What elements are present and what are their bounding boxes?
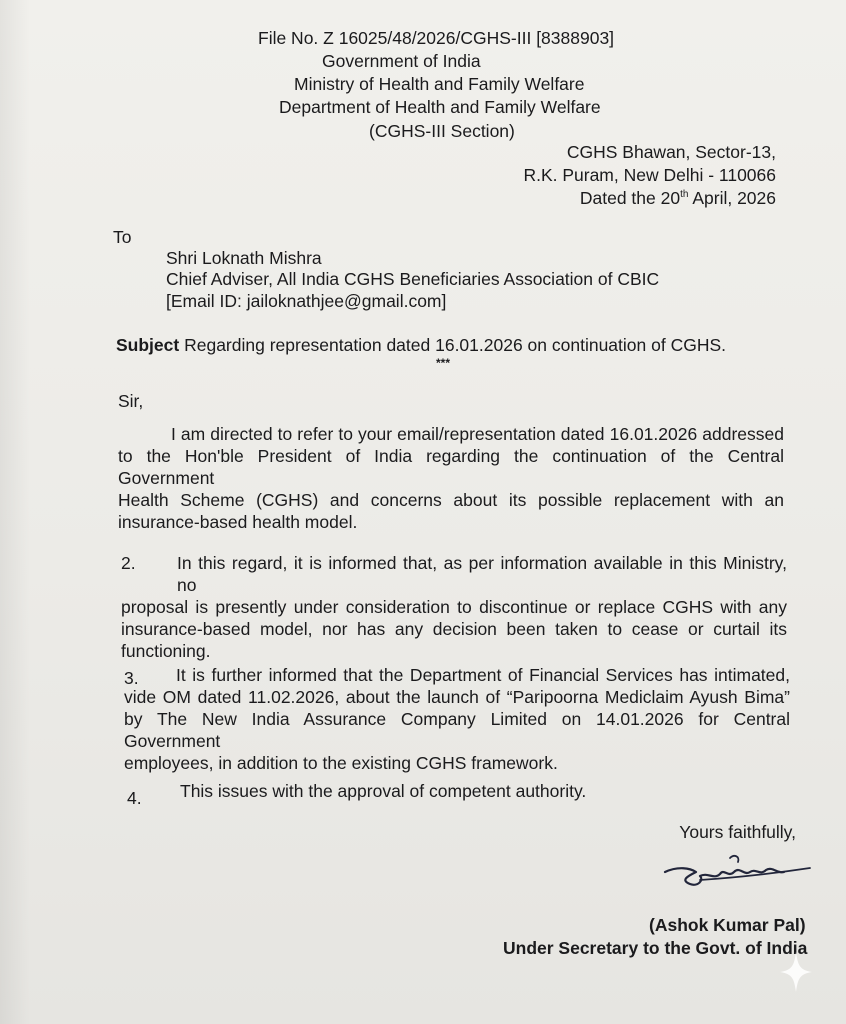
to-label: To (113, 227, 132, 247)
section-line: (CGHS-III Section) (369, 121, 515, 141)
signature (660, 850, 820, 900)
recipient-name: Shri Loknath Mishra (166, 248, 322, 268)
yours-faithfully: Yours faithfully, (679, 822, 796, 842)
p2-line-1: In this regard, it is informed that, as per information available in this Ministry, no (177, 553, 787, 595)
p2-line-2: proposal is presently under consideration to discontinue or replace CGHS with any (121, 597, 787, 617)
p2-line-4: functioning. (121, 641, 211, 661)
p1-line-4: insurance-based health model. (118, 512, 358, 532)
signatory-name: (Ashok Kumar Pal) (649, 915, 806, 935)
subject-line (116, 334, 726, 356)
p1-line-1: I am directed to refer to your email/representation dated 16.01.2026 addressed (171, 424, 784, 444)
paragraph-1 (118, 423, 784, 533)
recipient-email: [Email ID: jailoknathjee@gmail.com] (166, 291, 447, 311)
subject-label: Subject (116, 335, 180, 355)
p1-line-2: to the Hon'ble President of India regarding the continuation of the Central Government (118, 446, 784, 488)
subject-text: Regarding representation dated 16.01.2026 on continuation of CGHS. (184, 335, 726, 355)
address-line-2: R.K. Puram, New Delhi - 110066 (523, 165, 776, 185)
p4-text: This issues with the approval of competent authority. (180, 781, 587, 801)
p2-number: 2. (121, 553, 136, 573)
p3-line-3: by The New India Assurance Company Limited on 14.01.2026 for Central Government (124, 709, 790, 751)
subject-separator: *** (436, 356, 451, 370)
paragraph-2 (121, 552, 787, 662)
p4-number: 4. (127, 788, 142, 808)
letter-date: Dated the 20th April, 2026 (579, 188, 776, 208)
ministry-line: Ministry of Health and Family Welfare (294, 74, 585, 94)
p1-line-3: Health Scheme (CGHS) and concerns about its possible replacement with an (118, 490, 784, 510)
department-line: Department of Health and Family Welfare (279, 97, 601, 117)
file-number: File No. Z 16025/48/2026/CGHS-III [8388903] (258, 28, 615, 48)
p3-line-2: vide OM dated 11.02.2026, about the launch of “Paripoorna Mediclaim Ayush Bima” (124, 687, 790, 707)
recipient-designation: Chief Adviser, All India CGHS Beneficiaries Association of CBIC (166, 269, 660, 289)
signatory-designation: Under Secretary to the Govt. of India (503, 938, 808, 958)
p3-number: 3. (124, 668, 139, 688)
govt-line: Government of India (322, 51, 481, 71)
p3-line-1: It is further informed that the Department of Financial Services has intimated, (176, 665, 790, 685)
p3-line-4: employees, in addition to the existing CGHS framework. (124, 753, 558, 773)
address-line-1: CGHS Bhawan, Sector-13, (566, 142, 776, 162)
sparkle-icon (778, 950, 814, 994)
p2-line-3: insurance-based model, nor has any decision been taken to cease or curtail its (121, 619, 787, 639)
paragraph-3 (124, 664, 790, 774)
salutation: Sir, (118, 391, 144, 411)
